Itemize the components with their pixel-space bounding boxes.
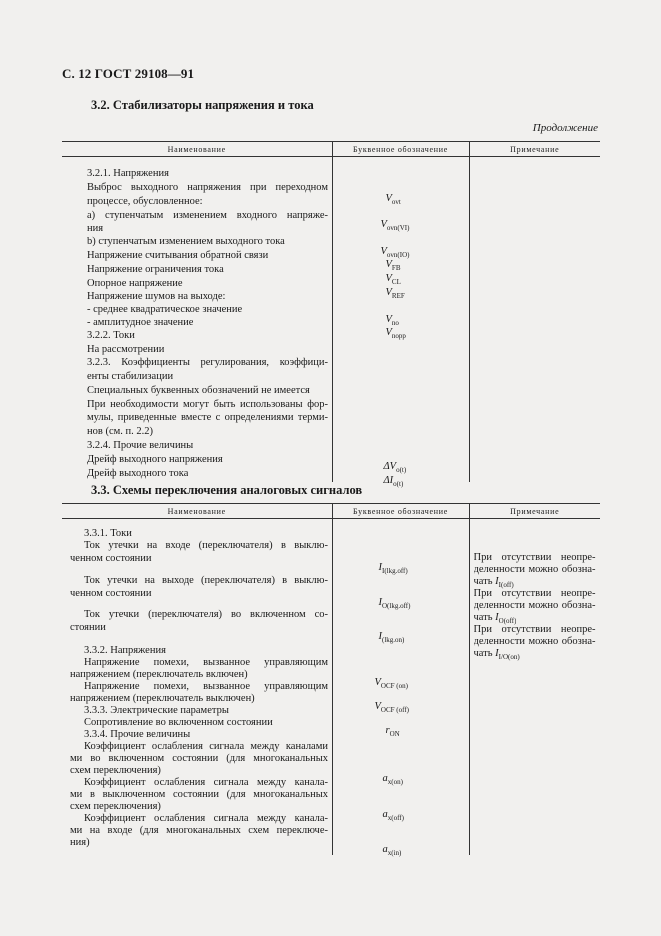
symbols-column-3-2: [333, 157, 469, 488]
section-title-3-2: 3.2. Стабилизаторы напряжения и тока: [91, 98, 314, 112]
symbol: $I_{O(lkg.off)}$: [378, 597, 411, 610]
text-line: Выброс выходного напряжения при переходном: [87, 182, 328, 193]
text-line: 3.2.4. Прочие величины: [87, 440, 194, 451]
symbols-column-3-3: [333, 519, 469, 855]
text-line: енты стабилизации: [87, 371, 174, 382]
text-line: схем переключения): [70, 765, 161, 776]
column-header-symbol: Буквенное обозначение: [332, 504, 469, 519]
symbol: $V_{no}$: [385, 314, 399, 327]
text-line: 3.3.2. Напряжения: [84, 645, 166, 656]
text-line: ми на входе (для многоканальных схем переключе-: [70, 825, 328, 836]
note-line: чать $I_{I(off)}$: [473, 576, 514, 589]
text-line: мулы, приведенные вместе с определениями терми-: [87, 412, 328, 423]
symbol: $V_{CL}$: [385, 273, 401, 286]
text-line: b) ступенчатым изменением выходного тока: [87, 236, 285, 247]
text-line: Напряжение ограничения тока: [87, 264, 224, 275]
note-line: деленности можно обозна-: [473, 600, 596, 611]
text-line: а) ступенчатым изменением входного напряже-: [87, 210, 328, 221]
text-line: Напряжение помехи, вызванное управляющим: [84, 657, 328, 668]
text-line: напряжением (переключатель включен): [70, 669, 248, 680]
text-line: Коэффициент ослабления сигнала между канала-: [84, 777, 328, 788]
column-header-note: Примечание: [469, 142, 600, 157]
note-line: деленности можно обозна-: [473, 636, 596, 647]
text-line: 3.3.1. Токи: [84, 528, 132, 539]
symbol: $V_{ovn(IO)}$: [380, 246, 410, 259]
text-line: ченном состоянии: [70, 553, 152, 564]
symbol: $V_{nopp}$: [385, 327, 406, 340]
text-line: Коэффициент ослабления сигнала между каналами: [84, 741, 328, 752]
column-header-name: Наименование: [62, 142, 332, 157]
text-line: 3.3.3. Электрические параметры: [84, 705, 229, 716]
column-header-note: Примечание: [469, 504, 600, 519]
text-line: - среднее квадратическое значение: [87, 304, 243, 315]
symbol: $V_{ovt}$: [385, 193, 401, 206]
symbol: $I_{I(lkg.off)}$: [378, 562, 408, 575]
table-3-3: [62, 503, 600, 855]
text-line: Ток утечки на входе (переключателя) в выклю-: [84, 540, 328, 551]
symbol: $a_{x(in)}$: [382, 844, 402, 857]
symbol: $V_{OCF (off)}$: [374, 701, 409, 714]
text-line: - амплитудное значение: [87, 317, 194, 328]
table-3-2: [62, 141, 600, 488]
text-line: 3.3.4. Прочие величины: [84, 729, 191, 740]
symbol: $a_{x(on)}$: [382, 773, 403, 786]
note-line: При отсутствии неопре-: [473, 552, 596, 563]
symbol: $V_{ovn(VI)}$: [380, 219, 410, 232]
text-line: ния): [70, 837, 90, 848]
text-line: ми в выключенном состоянии (для многоканальных: [70, 789, 328, 800]
text-line: процессе, обусловленное:: [87, 196, 203, 207]
text-line: При необходимости могут быть использованы фор-: [87, 399, 328, 410]
text-line: схем переключения): [70, 801, 161, 812]
note-line: При отсутствии неопре-: [473, 588, 596, 599]
text-line: Напряжение шумов на выходе:: [87, 291, 226, 302]
column-header-symbol: Буквенное обозначение: [332, 142, 469, 157]
text-line: 3.2.3. Коэффициенты регулирования, коэффици-: [87, 357, 328, 368]
text-line: ченном состоянии: [70, 588, 152, 599]
continuation-label: Продолжение: [532, 122, 598, 134]
section-title-3-3: 3.3. Схемы переключения аналоговых сигналов: [91, 483, 363, 497]
symbol: $V_{OCF (on)}$: [374, 677, 408, 690]
symbol: $I_{(lkg.on)}$: [378, 631, 405, 644]
text-line: нов (см. п. 2.2): [87, 426, 153, 437]
note-line: чать $I_{O(off)}$: [473, 612, 517, 625]
text-line: Ток утечки (переключателя) во включенном со-: [84, 609, 328, 620]
symbol: $V_{REF}$: [385, 287, 405, 300]
text-line: ми во включенном состоянии (для многоканальных: [70, 753, 328, 764]
text-line: Коэффициент ослабления сигнала между канала-: [84, 813, 328, 824]
text-line: 3.2.2. Токи: [87, 330, 135, 341]
text-line: Дрейф выходного напряжения: [87, 454, 223, 465]
notes-column-3-3: [470, 519, 601, 855]
notes-column-3-2: [470, 157, 601, 482]
text-line: Специальных буквенных обозначений не имеется: [87, 385, 310, 396]
page-header: С. 12 ГОСТ 29108—91: [62, 66, 195, 81]
note-line: При отсутствии неопре-: [473, 624, 596, 635]
note-line: чать $I_{I/O(on)}$: [473, 648, 520, 661]
text-line: Напряжение помехи, вызванное управляющим: [84, 681, 328, 692]
text-line: Дрейф выходного тока: [87, 468, 189, 479]
names-column-3-2: [62, 157, 332, 482]
symbol: $\Delta V_{o(t)}$: [383, 461, 407, 474]
names-column-3-3: [62, 519, 332, 855]
text-line: Напряжение считывания обратной связи: [87, 250, 269, 261]
symbol: $a_{x(off)}$: [382, 809, 404, 822]
text-line: Сопротивление во включенном состоянии: [84, 717, 273, 728]
note-line: деленности можно обозна-: [473, 564, 596, 575]
symbol: $r_{ON}$: [385, 725, 400, 738]
text-line: Ток утечки на выходе (переключателя) в выклю-: [84, 575, 328, 586]
text-line: ния: [87, 223, 104, 234]
text-line: Опорное напряжение: [87, 278, 183, 289]
column-header-name: Наименование: [62, 504, 332, 519]
symbol: $\Delta I_{o(t)}$: [383, 475, 404, 488]
text-line: стоянии: [70, 622, 106, 633]
symbol: $V_{FB}$: [385, 259, 401, 272]
text-line: 3.2.1. Напряжения: [87, 168, 169, 179]
text-line: На рассмотрении: [87, 344, 165, 355]
text-line: напряжением (переключатель выключен): [70, 693, 255, 704]
